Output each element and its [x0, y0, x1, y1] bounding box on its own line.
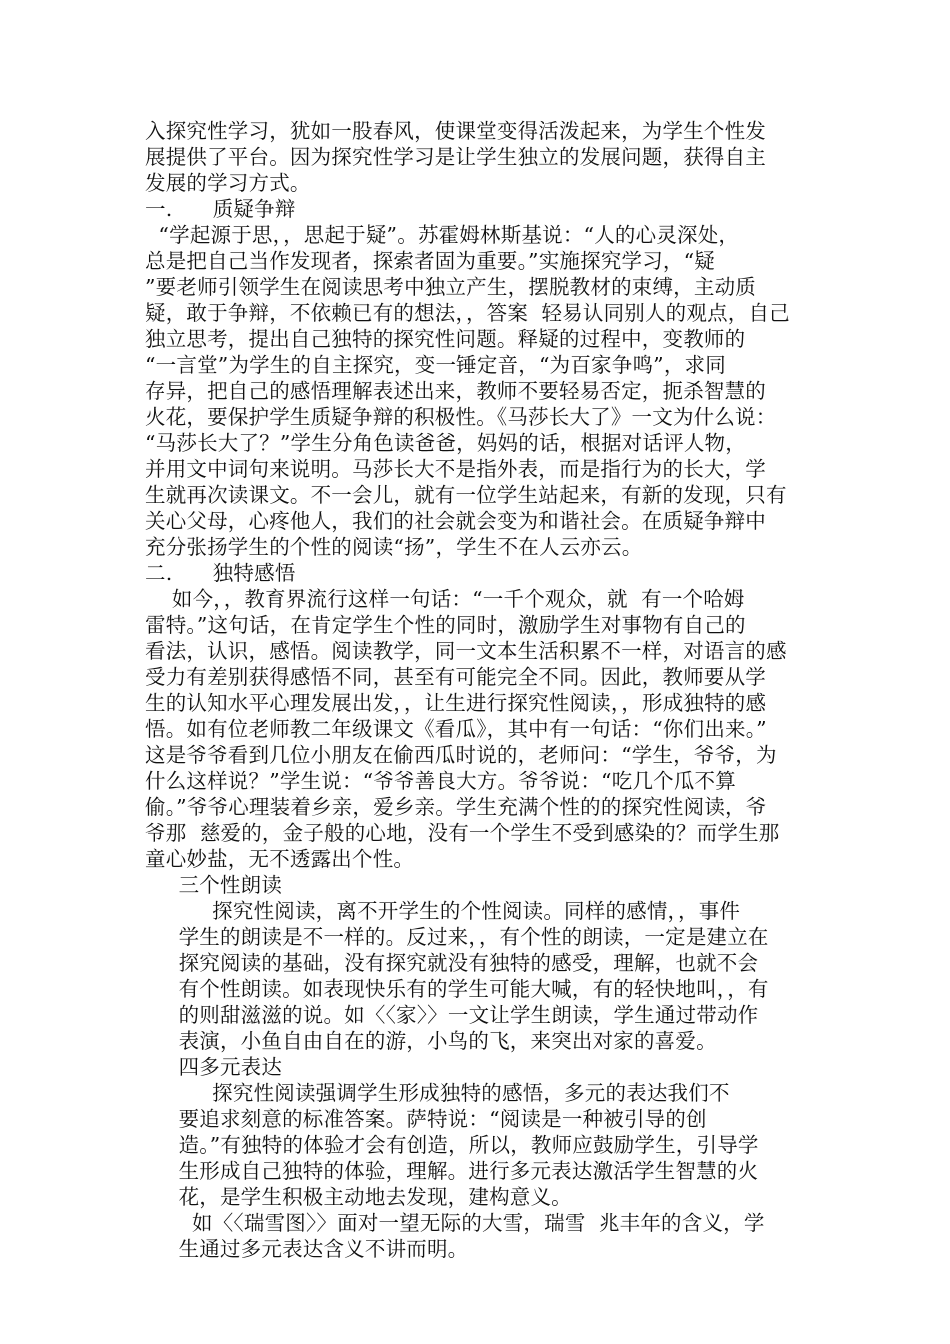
- body-line: 偷。”爷爷心理装着乡亲，爱乡亲。学生充满个性的的探究性阅读，爷: [145, 795, 767, 819]
- body-line: 要追求刻意的标准答案。萨特说：“阅读是一种被引导的创: [145, 1107, 707, 1131]
- body-line: 生形成自己独特的体验，理解。进行多元表达激活学生智慧的火: [145, 1159, 759, 1183]
- body-line: 入探究性学习，犹如一股春风，使课堂变得活泼起来，为学生个性发: [145, 119, 766, 143]
- body-line: 雷特。”这句话，在肯定学生个性的同时，激励学生对事物有自己的: [145, 613, 746, 637]
- body-line: 存异，把自己的感悟理解表述出来，教师不要轻易否定，扼杀智慧的: [145, 379, 766, 403]
- body-line: 如今，，教育界流行这样一句话：“一千个观众，就 有一个哈姆: [145, 587, 745, 611]
- body-line: 探究性阅读强调学生形成独特的感悟，多元的表达我们不: [145, 1081, 730, 1105]
- section-heading-2: 二. 独特感悟: [145, 561, 296, 585]
- body-line: 独立思考，提出自己独特的探究性问题。释疑的过程中，变教师的: [145, 327, 746, 351]
- body-line: 花，是学生积极主动地去发现，建构意义。: [145, 1185, 572, 1209]
- body-line: 探究性阅读，离不开学生的个性阅读。同样的感情，，事件: [145, 899, 741, 923]
- body-line: 看法，认识，感悟。阅读教学，同一文本生活积累不一样，对语言的感: [145, 639, 787, 663]
- body-line: 如〈〈瑞雪图〉〉面对一望无际的大雪，瑞雪 兆丰年的含义，学: [145, 1211, 765, 1235]
- body-line: 受力有差别获得感悟不同，甚至有可能完全不同。因此，教师要从学: [145, 665, 766, 689]
- body-line: 的则甜滋滋的说。如〈〈家〉〉一文让学生朗读，学生通过带动作: [145, 1003, 759, 1027]
- body-line: 充分张扬学生的个性的阅读“扬”，学生不在人云亦云。: [145, 535, 643, 559]
- body-line: 生通过多元表达含义不讲而明。: [145, 1237, 469, 1261]
- body-line: 总是把自己当作发现者，探索者固为重要。”实施探究学习，“疑: [145, 249, 716, 273]
- body-line: “学起源于思，，思起于疑”。苏霍姆林斯基说：“人的心灵深处，: [145, 223, 740, 247]
- body-line: 什么这样说？”学生说：“爷爷善良大方。爷爷说：“吃几个瓜不算: [145, 769, 736, 793]
- body-line: 学生的朗读是不一样的。反过来，，有个性的朗读，一定是建立在: [145, 925, 769, 949]
- body-line: 探究阅读的基础，没有探究就没有独特的感受，理解，也就不会: [145, 951, 759, 975]
- body-line: 关心父母，心疼他人，我们的社会就会变为和谐社会。在质疑争辩中: [145, 509, 766, 533]
- body-line: 并用文中词句来说明。马莎长大不是指外表，而是指行为的长大，学: [145, 457, 766, 481]
- body-line: 悟。如有位老师教二年级课文《看瓜》，其中有一句话：“你们出来。”: [145, 717, 767, 741]
- section-heading-1: 一. 质疑争辩: [145, 197, 296, 221]
- body-line: “一言堂”为学生的自主探究，变一锤定音，“为百家争鸣”，求同: [145, 353, 726, 377]
- body-line: 疑，敢于争辩，不依赖已有的想法，，答案 轻易认同别人的观点，自己: [145, 301, 790, 325]
- body-line: 造。”有独特的体验才会有创造，所以，教师应鼓励学生，引导学: [145, 1133, 759, 1157]
- body-line: 展提供了平台。因为探究性学习是让学生独立的发展问题，获得自主: [145, 145, 766, 169]
- body-line: 发展的学习方式。: [145, 171, 311, 195]
- body-line: 有个性朗读。如表现快乐有的学生可能大喊，有的轻快地叫，，有: [145, 977, 769, 1001]
- body-line: 童心妙盐，无不透露出个性。: [145, 847, 415, 871]
- section-heading-3: 三个性朗读: [145, 873, 283, 897]
- body-line: 生的认知水平心理发展出发，，让生进行探究性阅读，，形成独特的感: [145, 691, 767, 715]
- body-line: 火花，要保护学生质疑争辩的积极性。《马莎长大了》一文为什么说：: [145, 405, 777, 429]
- body-line: 生就再次读课文。不一会儿，就有一位学生站起来，有新的发现，只有: [145, 483, 787, 507]
- section-heading-4: 四多元表达: [145, 1055, 283, 1079]
- body-line: 这是爷爷看到几位小朋友在偷西瓜时说的，老师问：“学生，爷爷，为: [145, 743, 777, 767]
- body-line: “马莎长大了？”学生分角色读爸爸，妈妈的话，根据对话评人物，: [145, 431, 746, 455]
- body-line: 表演，小鱼自由自在的游，小鸟的飞，来突出对家的喜爱。: [145, 1029, 717, 1053]
- body-line: 爷那 慈爱的，金子般的心地，没有一个学生不受到感染的？而学生那: [145, 821, 780, 845]
- body-line: ”要老师引领学生在阅读思考中独立产生，摆脱教材的束缚，主动质: [145, 275, 756, 299]
